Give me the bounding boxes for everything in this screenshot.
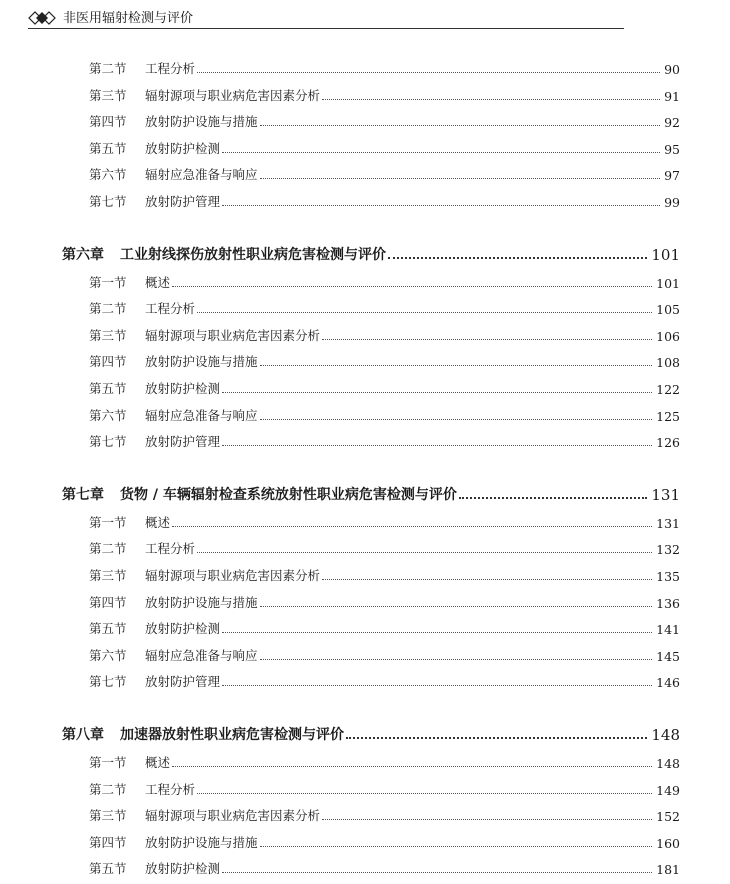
dot-leader <box>222 204 660 206</box>
toc-section-row[interactable] <box>89 513 680 531</box>
toc-section-row[interactable] <box>89 780 680 798</box>
toc-entry-title: 概述 <box>145 274 171 290</box>
toc-section-row[interactable] <box>89 859 680 877</box>
toc-entry-number: 第六节 <box>89 407 127 423</box>
toc-section-row[interactable] <box>89 86 680 104</box>
toc-entry-page: 101 <box>651 246 680 264</box>
toc-entry-page: 97 <box>664 168 680 184</box>
toc-section-row[interactable] <box>89 406 680 424</box>
toc-entry-number: 第二节 <box>89 781 127 797</box>
toc-entry-page: 181 <box>656 862 680 878</box>
toc-entry-number: 第五节 <box>89 381 127 396</box>
toc-entry-title: 放射防护设施与措施 <box>145 594 258 610</box>
toc-entry-title: 货物 / 车辆辐射检查系统放射性职业病危害检测与评价 <box>120 487 457 504</box>
toc-entry-number: 第七节 <box>89 674 127 690</box>
toc-entry-title: 辐射源项与职业病危害因素分析 <box>145 808 321 824</box>
toc-entry-title: 工程分析 <box>145 541 196 557</box>
toc-section-row[interactable] <box>89 59 680 77</box>
toc-entry-number: 第一节 <box>89 274 127 290</box>
toc-chapter-row[interactable] <box>62 484 680 504</box>
toc-entry-title: 放射防护检测 <box>145 621 221 637</box>
dot-leader <box>459 496 647 499</box>
toc-entry-page: 141 <box>656 622 680 638</box>
toc-entry-title: 辐射应急准备与响应 <box>145 167 258 183</box>
dot-leader <box>260 418 653 420</box>
dot-leader <box>197 551 652 553</box>
dot-leader <box>260 845 653 847</box>
toc-section-row[interactable] <box>89 112 680 130</box>
toc-section-row[interactable] <box>89 566 680 584</box>
toc-section-row[interactable] <box>89 273 680 291</box>
dot-leader <box>322 338 652 340</box>
toc-entry-page: 148 <box>656 756 680 771</box>
toc-section-row[interactable] <box>89 672 680 690</box>
toc-entry-number: 第三节 <box>89 808 127 824</box>
dot-leader <box>172 765 652 767</box>
dot-leader <box>388 256 647 259</box>
toc-entry-page: 91 <box>664 88 680 104</box>
toc-entry-number: 第八章 <box>62 727 104 744</box>
toc-entry-page: 160 <box>656 835 680 851</box>
toc-entry-page: 149 <box>656 782 680 798</box>
toc-chapter-row[interactable] <box>62 244 680 264</box>
dot-leader <box>197 71 660 73</box>
toc-section-row[interactable] <box>89 646 680 664</box>
toc-entry-title: 概述 <box>145 514 171 530</box>
toc-section-row[interactable] <box>89 432 680 450</box>
toc-entry-title: 工程分析 <box>145 781 196 797</box>
toc-section-row[interactable] <box>89 539 680 557</box>
toc-section-row[interactable] <box>89 833 680 851</box>
dot-leader <box>260 658 653 660</box>
toc-entry-number: 第三节 <box>89 568 127 583</box>
toc-entry-title: 辐射源项与职业病危害因素分析 <box>145 327 321 343</box>
toc-entry-title: 放射防护设施与措施 <box>145 354 258 370</box>
toc-entry-title: 放射防护设施与措施 <box>145 114 258 130</box>
dot-leader <box>322 578 652 580</box>
toc-entry-page: 132 <box>656 542 680 558</box>
toc-entry-number: 第七节 <box>89 434 127 450</box>
toc-entry-number: 第三节 <box>89 87 127 103</box>
toc-entry-title: 辐射应急准备与响应 <box>145 647 258 663</box>
toc-entry-page: 101 <box>656 275 680 291</box>
toc-entry-number: 第四节 <box>89 594 127 610</box>
toc-section-row[interactable] <box>89 806 680 824</box>
toc-entry-number: 第一节 <box>89 514 127 530</box>
dot-leader <box>260 364 653 366</box>
toc-entry-number: 第六章 <box>62 247 104 263</box>
toc-entry-title: 放射防护管理 <box>145 434 221 450</box>
toc-entry-page: 148 <box>651 726 680 745</box>
toc-entry-number: 第四节 <box>89 114 127 130</box>
toc-entry-page: 99 <box>664 195 680 210</box>
toc-entry-title: 放射防护检测 <box>145 140 221 156</box>
toc-section-row[interactable] <box>89 299 680 317</box>
toc-entry-page: 95 <box>664 141 680 157</box>
toc-entry-page: 136 <box>656 595 680 611</box>
toc-entry-number: 第七节 <box>89 194 127 209</box>
toc-entry-title: 概述 <box>145 755 171 770</box>
toc-entry-title: 工程分析 <box>145 301 196 317</box>
toc-entry-page: 106 <box>656 328 680 344</box>
toc-entry-page: 122 <box>656 382 680 397</box>
toc-section-row[interactable] <box>89 326 680 344</box>
toc-entry-number: 第六节 <box>89 167 127 183</box>
toc-entry-number: 第四节 <box>89 834 127 850</box>
toc-entry-title: 辐射源项与职业病危害因素分析 <box>145 87 321 103</box>
toc-entry-title: 工业射线探伤放射性职业病危害检测与评价 <box>120 247 386 263</box>
dot-leader <box>172 285 652 287</box>
toc-entry-number: 第五节 <box>89 621 127 637</box>
dot-leader <box>172 525 652 527</box>
toc-entry-title: 放射防护设施与措施 <box>145 834 258 850</box>
dot-leader <box>197 311 652 313</box>
toc-section-row[interactable] <box>89 593 680 611</box>
toc-entry-number: 第七章 <box>62 487 104 504</box>
dot-leader <box>222 631 652 633</box>
dot-leader <box>222 684 652 686</box>
toc-entry-number: 第一节 <box>89 755 127 770</box>
toc-entry-page: 126 <box>656 435 680 451</box>
toc-entry-title: 工程分析 <box>145 61 196 76</box>
toc-entry-title: 辐射应急准备与响应 <box>145 407 258 423</box>
toc-entry-number: 第五节 <box>89 861 127 877</box>
running-header <box>28 6 624 29</box>
toc-entry-number: 第二节 <box>89 541 127 557</box>
toc-entry-title: 放射防护管理 <box>145 194 221 209</box>
toc-entry-number: 第三节 <box>89 327 127 343</box>
toc-entry-number: 第五节 <box>89 140 127 156</box>
toc-entry-number: 第二节 <box>89 61 127 76</box>
toc-entry-page: 90 <box>664 62 680 77</box>
toc-entry-page: 92 <box>664 115 680 131</box>
toc-entry-number: 第六节 <box>89 647 127 663</box>
toc-entry-number: 第四节 <box>89 354 127 370</box>
dot-leader <box>322 98 660 100</box>
toc-entry-page: 108 <box>656 355 680 371</box>
dot-leader <box>222 151 660 153</box>
dot-leader <box>222 444 652 446</box>
toc-section-row[interactable] <box>89 352 680 370</box>
toc-entry-page: 131 <box>651 486 680 505</box>
dot-leader <box>322 818 652 820</box>
toc-section-row[interactable] <box>89 753 680 771</box>
toc-section-row[interactable] <box>89 165 680 183</box>
toc-entry-number: 第二节 <box>89 301 127 317</box>
toc-entry-title: 放射防护管理 <box>145 674 221 690</box>
toc-entry-page: 125 <box>656 408 680 424</box>
toc-section-row[interactable] <box>89 192 680 210</box>
toc-entry-title: 加速器放射性职业病危害检测与评价 <box>120 727 344 744</box>
toc-section-row[interactable] <box>89 619 680 637</box>
toc-entry-title: 放射防护检测 <box>145 861 221 877</box>
toc-entry-page: 145 <box>656 648 680 664</box>
toc-section-row[interactable] <box>89 379 680 397</box>
dot-leader <box>260 177 661 179</box>
header-title: 非医用辐射检测与评价 <box>63 11 194 26</box>
dot-leader <box>222 871 652 873</box>
dot-leader <box>197 792 652 794</box>
toc-entry-title: 放射防护检测 <box>145 381 221 396</box>
toc-entry-page: 146 <box>656 675 680 691</box>
dot-leader <box>346 736 647 739</box>
toc-entry-page: 105 <box>656 302 680 318</box>
toc-entry-page: 152 <box>656 809 680 825</box>
toc-entry-title: 辐射源项与职业病危害因素分析 <box>145 568 321 583</box>
toc-entry-page: 131 <box>656 515 680 531</box>
dot-leader <box>222 391 652 393</box>
dot-leader <box>260 605 653 607</box>
dot-leader <box>260 124 661 126</box>
book-logo-icon <box>28 9 58 25</box>
toc-chapter-row[interactable] <box>62 724 680 744</box>
toc-entry-page: 135 <box>656 569 680 584</box>
toc-section-row[interactable] <box>89 139 680 157</box>
